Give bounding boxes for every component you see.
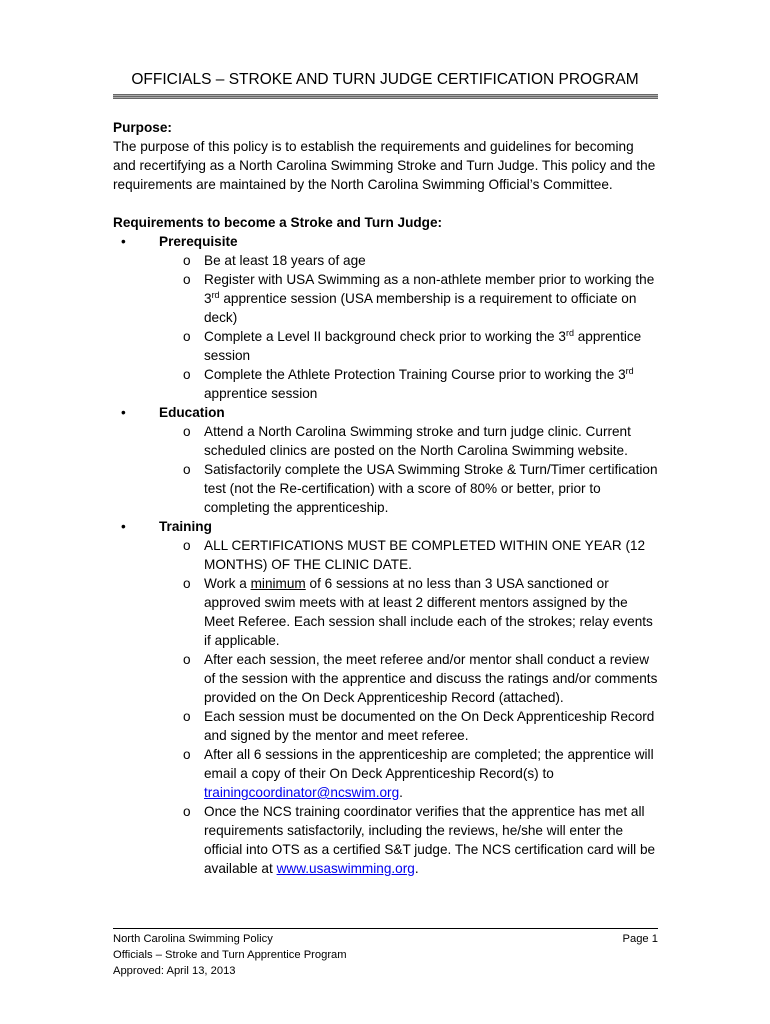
sub-bullet-icon: o: [183, 652, 191, 667]
bullet-icon: •: [121, 519, 126, 534]
requirements-list: [113, 232, 658, 878]
list-item: o Once the NCS training coordinator verifies that the apprentice has met all requirements satisfactorily, including the reviews, he/she will enter the official into OTS as a certified S&T judge. The NCS certification card will be available at www.usaswimming.org.: [183, 804, 656, 876]
footer-policy-name: North Carolina Swimming Policy: [113, 933, 273, 945]
purpose-text: The purpose of this policy is to establish the requirements and guidelines for becoming and recertifying as a North Carolina Swimming Stroke and Turn Judge. This policy and the requirements are maintained by the North Carolina Swimming Official’s Committee.: [113, 139, 656, 192]
education-label: Education: [159, 405, 225, 420]
page-number: Page 1: [622, 933, 658, 945]
training-coordinator-email-link[interactable]: trainingcoordinator@ncswim.org: [204, 785, 400, 800]
sub-bullet-icon: o: [183, 367, 191, 382]
sub-bullet-icon: o: [183, 272, 191, 287]
minimum-emphasis: minimum: [250, 576, 306, 591]
footer-rule: [113, 928, 658, 929]
sub-bullet-icon: o: [183, 329, 191, 344]
sub-bullet-icon: o: [183, 253, 191, 268]
sub-bullet-icon: o: [183, 709, 191, 724]
list-item: o Each session must be documented on the On Deck Apprenticeship Record and signed by the mentor and meet referee.: [183, 709, 655, 743]
prerequisite-section: [113, 232, 658, 403]
list-item: o Complete the Athlete Protection Training Course prior to working the 3rd apprentice session: [183, 366, 634, 401]
bullet-icon: •: [121, 405, 126, 420]
list-item: o After all 6 sessions in the apprenticeship are completed; the apprentice will email a copy of their On Deck Apprenticeship Record(s) to trainingcoordinator@ncswim.org.: [183, 747, 654, 800]
sub-bullet-icon: o: [183, 747, 191, 762]
list-item: o Work a minimum of 6 sessions at no less than 3 USA sanctioned or approved swim meets with at least 2 different mentors assigned by the Meet Referee. Each session shall include each of the strokes; relay events if applicable.: [183, 576, 653, 648]
requirements-heading: Requirements to become a Stroke and Turn Judge:: [113, 215, 443, 230]
page-title: OFFICIALS – STROKE AND TURN JUDGE CERTIFICATION PROGRAM: [131, 71, 639, 88]
sub-bullet-icon: o: [183, 804, 191, 819]
education-section: [113, 403, 658, 517]
footer-approved-date: Approved: April 13, 2013: [113, 965, 236, 977]
sub-bullet-icon: o: [183, 424, 191, 439]
bullet-icon: •: [121, 234, 126, 249]
list-item: o ALL CERTIFICATIONS MUST BE COMPLETED WITHIN ONE YEAR (12 MONTHS) OF THE CLINIC DATE.: [183, 538, 646, 572]
sub-bullet-icon: o: [183, 538, 191, 553]
sub-bullet-icon: o: [183, 462, 191, 477]
list-item: o Attend a North Carolina Swimming stroke and turn judge clinic. Current scheduled clinics are posted on the North Carolina Swimming website.: [183, 424, 631, 458]
list-item: o After each session, the meet referee and/or mentor shall conduct a review of the session with the apprentice and discuss the ratings and/or comments provided on the On Deck Apprenticeship Record (attached).: [183, 652, 658, 705]
purpose-heading: Purpose:: [113, 120, 172, 135]
title-rule: [113, 94, 658, 99]
list-item: o Satisfactorily complete the USA Swimming Stroke & Turn/Timer certification test (not the Re-certification) with a score of 80% or better, prior to completing the apprenticeship.: [183, 462, 658, 515]
sub-bullet-icon: o: [183, 576, 191, 591]
list-item: o Be at least 18 years of age: [183, 253, 366, 268]
training-label: Training: [159, 519, 212, 534]
page-footer: [113, 931, 658, 979]
usa-swimming-link[interactable]: www.usaswimming.org: [276, 861, 415, 876]
footer-program-name: Officials – Stroke and Turn Apprentice Program: [113, 949, 347, 961]
document-body: [113, 118, 658, 878]
training-section: [113, 517, 658, 878]
prerequisite-label: Prerequisite: [159, 234, 238, 249]
list-item: o Register with USA Swimming as a non-athlete member prior to working the 3rd apprentice session (USA membership is a requirement to officiate on deck): [183, 272, 655, 325]
list-item: o Complete a Level II background check prior to working the 3rd apprentice session: [183, 328, 642, 363]
